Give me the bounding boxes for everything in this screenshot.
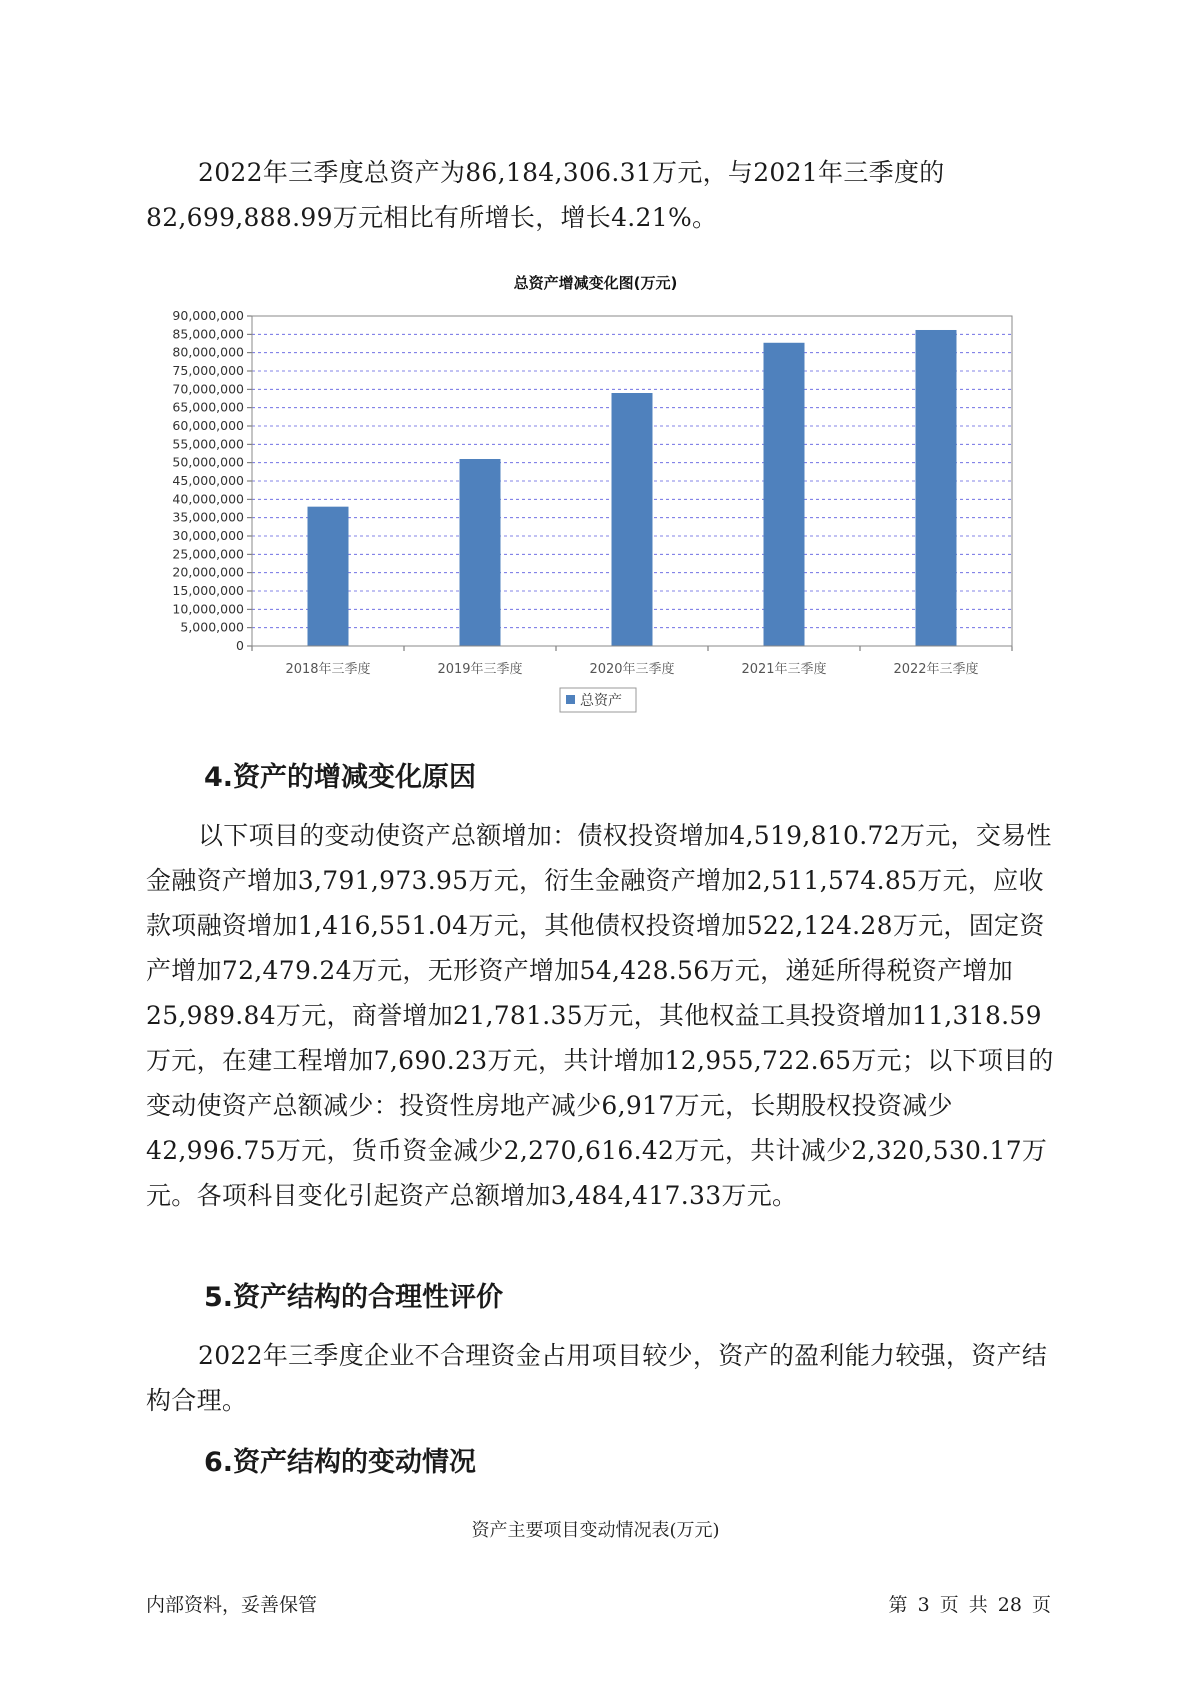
bar-2 [460,459,501,646]
y-tick-label: 85,000,000 [172,326,244,342]
y-tick-label: 75,000,000 [172,363,244,378]
section4-heading: 4.资产的增减变化原因 [204,762,477,793]
y-tick-label: 55,000,000 [172,436,244,452]
bar-5 [916,330,957,646]
y-tick-label: 60,000,000 [172,418,244,433]
table-caption: 资产主要项目变动情况表(万元) [471,1520,720,1541]
legend-label: 总资产 [580,693,622,709]
section4-body: 以下项目的变动使资产总额增加：债权投资增加4,519,810.72万元，交易性金融资产增加3,791,973.95万元，衍生金融资产增加2,511,574.85万元，应收款项融资增加1,416,551.04万元，其他债权投资增加522,124.28万元，固定资产增加72,479.24万元，无形资产增加54,428.56万元，递延所得税资产增加25,989.84万元，商誉增加21,781.35万元，其他权益工具投资增加11,318.59万元，在建工程增加7,690.23万元，共计增加12,955,722.65万元；以下项目的变动使资产总额减少：投资性房地产减少6,917万元，长期股权投资减少42,996.75万元，货币资金减少2,270,616.42万元，共计减少2,320,530.17万元。各项科目变化引起资产总额增加3,484,417.33万元。 [146,821,1054,1210]
y-tick-label: 35,000,000 [172,509,244,525]
y-tick-label: 90,000,000 [172,308,244,323]
y-tick-label: 0 [236,638,244,653]
y-tick-label: 40,000,000 [172,491,244,507]
bar-4 [764,343,805,646]
y-tick-label: 70,000,000 [172,381,244,397]
y-tick-label: 5,000,000 [180,619,244,635]
x-tick-label: 2018年三季度 [285,662,371,677]
y-tick-label: 20,000,000 [172,564,244,580]
intro-paragraph: 2022年三季度总资产为86,184,306.31万元，与2021年三季度的82,699,888.99万元相比有所增长，增长4.21%。 [146,158,945,232]
section6-heading: 6.资产结构的变动情况 [204,1447,477,1478]
total-assets-bar-chart [0,0,1191,740]
y-tick-label: 65,000,000 [172,399,244,415]
section5-heading: 5.资产结构的合理性评价 [204,1282,504,1313]
y-tick-label: 15,000,000 [172,583,244,598]
y-tick-label: 10,000,000 [172,601,244,617]
footer-confidential: 内部资料，妥善保管 [146,1594,318,1616]
x-tick-label: 2020年三季度 [589,662,675,677]
footer-page-info: 第 3 页 共 28 页 [888,1594,1051,1616]
x-tick-label: 2019年三季度 [437,662,523,677]
section5-body: 2022年三季度企业不合理资金占用项目较少，资产的盈利能力较强，资产结构合理。 [146,1341,1048,1415]
bar-3 [612,393,653,646]
y-tick-label: 80,000,000 [172,344,244,360]
y-tick-label: 25,000,000 [172,546,244,562]
y-tick-label: 50,000,000 [172,454,244,470]
x-tick-label: 2021年三季度 [741,662,827,677]
y-tick-label: 45,000,000 [172,473,244,488]
y-tick-label: 30,000,000 [172,528,244,543]
legend-swatch [566,695,575,704]
bar-1 [308,507,349,646]
chart-title: 总资产增减变化图(万元) [513,274,678,292]
x-tick-label: 2022年三季度 [893,662,979,677]
chart-legend [560,688,636,712]
